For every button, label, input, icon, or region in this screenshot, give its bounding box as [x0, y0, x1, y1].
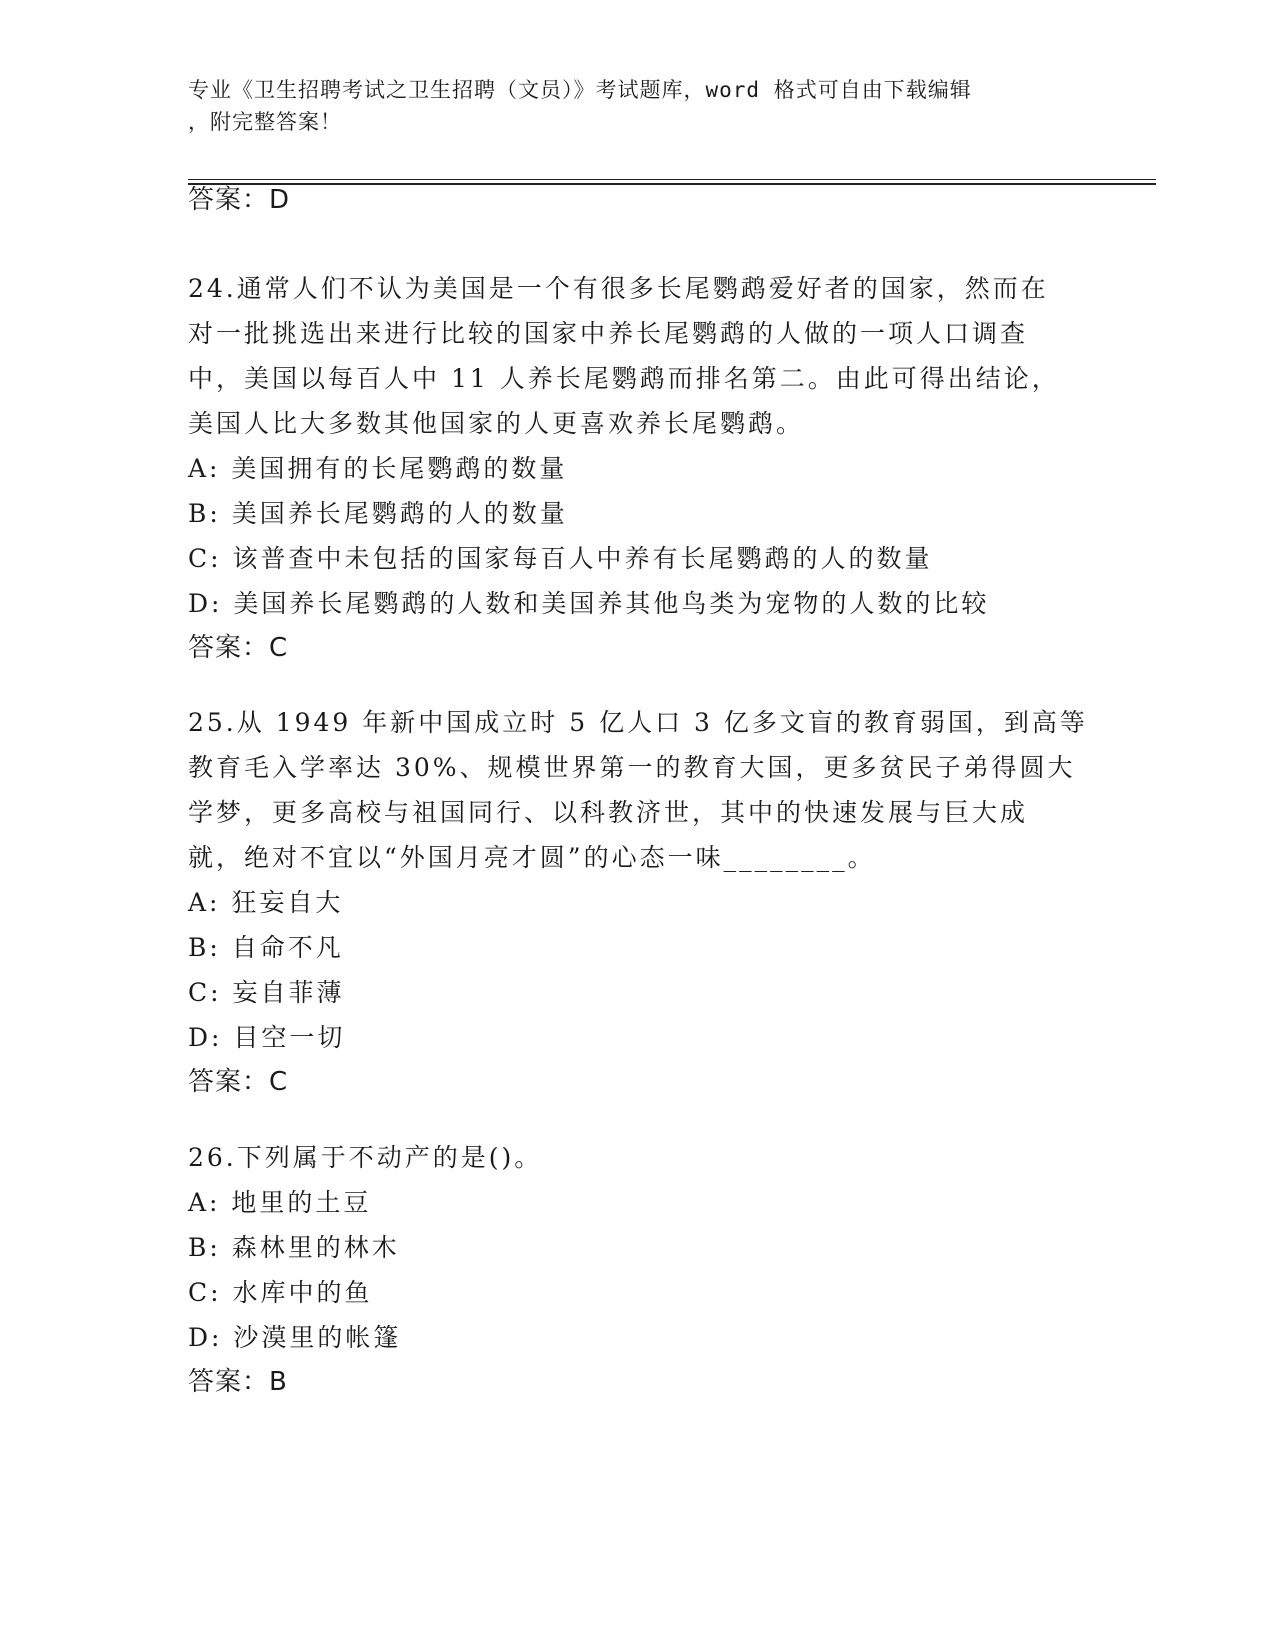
option-a: A: 狂妄自大 — [188, 888, 344, 917]
question-text-line: 中，美国以每百人中 11 人养长尾鹦鹉而排名第二。由此可得出结论， — [188, 364, 1060, 393]
question-text-line: 25.从 1949 年新中国成立时 5 亿人口 3 亿多文盲的教育弱国，到高等 — [188, 708, 1088, 737]
option-a: A: 美国拥有的长尾鹦鹉的数量 — [188, 454, 568, 483]
option-b: B: 森林里的林木 — [188, 1233, 400, 1262]
option-d: D: 美国养长尾鹦鹉的人数和美国养其他鸟类为宠物的人数的比较 — [188, 589, 990, 618]
option-b: B: 美国养长尾鹦鹉的人的数量 — [188, 499, 568, 528]
question-26 — [188, 1135, 1088, 1405]
question-text-line: 对一批挑选出来进行比较的国家中养长尾鹦鹉的人做的一项人口调查 — [188, 319, 1029, 348]
header-line-2: ，附完整答案！ — [188, 110, 342, 134]
option-a: A: 地里的土豆 — [188, 1188, 372, 1217]
question-text-line: 美国人比大多数其他国家的人更喜欢养长尾鹦鹉。 — [188, 409, 805, 438]
question-text-line: 教育毛入学率达 30%、规模世界第一的教育大国，更多贫民子弟得圆大 — [188, 753, 1076, 782]
question-25 — [188, 700, 1088, 1105]
question-text-line: 24.通常人们不认为美国是一个有很多长尾鹦鹉爱好者的国家，然而在 — [188, 274, 1049, 303]
answer-label: 答案：B — [188, 1367, 288, 1397]
answer-label: 答案：C — [188, 1067, 289, 1097]
question-text-line: 学梦，更多高校与祖国同行、以科教济世，其中的快速发展与巨大成 — [188, 798, 1029, 827]
question-text-line: 26.下列属于不动产的是()。 — [188, 1143, 543, 1172]
option-c: C: 妄自菲薄 — [188, 978, 345, 1007]
option-d: D: 目空一切 — [188, 1023, 346, 1052]
question-text-line: 就，绝对不宜以“外国月亮才圆”的心态一味________。 — [188, 843, 876, 872]
previous-answer-block — [188, 178, 1088, 223]
option-c: C: 该普查中未包括的国家每百人中养有长尾鹦鹉的人的数量 — [188, 544, 933, 573]
document-header — [188, 74, 1088, 138]
option-d: D: 沙漠里的帐篷 — [188, 1323, 402, 1352]
option-b: B: 自命不凡 — [188, 933, 344, 962]
option-c: C: 水库中的鱼 — [188, 1278, 373, 1307]
answer-label: 答案：C — [188, 633, 289, 663]
question-24 — [188, 266, 1088, 671]
header-line-1: 专业《卫生招聘考试之卫生招聘（文员）》考试题库，word 格式可自由下载编辑 — [188, 78, 972, 102]
answer-label: 答案：D — [188, 185, 291, 215]
